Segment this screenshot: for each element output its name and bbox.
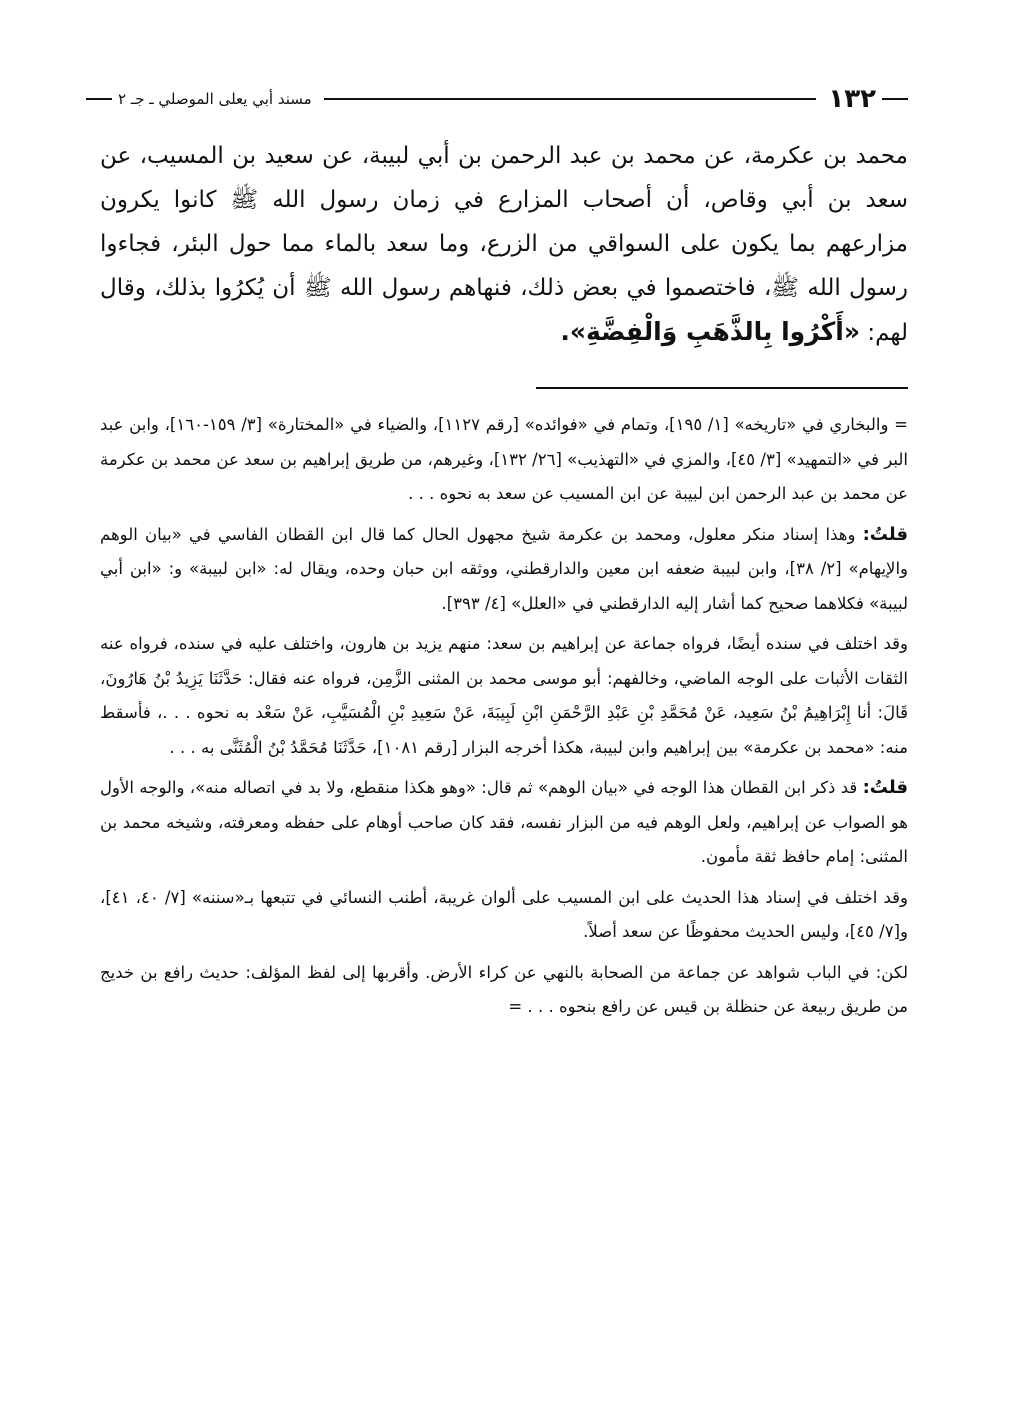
footnote-text: قد ذكر ابن القطان هذا الوجه في «بيان الوهم» ثم قال: «وهو هكذا منقطع، ولا بد في اتصاله منه»، والوجه الأول هو الصواب عن إبراهيم، ولعل الوهم فيه من البزار نفسه، فقد كان صاحب أوهام على حفظه ومعرفته، وشيخه محمد بن المثنى: إمام حافظ ثقة مأمون. (100, 778, 908, 866)
running-title: مسند أبي يعلى الموصلي ـ جـ ٢ (118, 90, 312, 108)
header-rule (324, 98, 817, 100)
page-number: ١٣٢ (828, 84, 876, 114)
footnote-paragraph: وقد اختلف في سنده أيضًا، فرواه جماعة عن إبراهيم بن سعد: منهم يزيد بن هارون، واختلف عليه في سنده، فرواه عنه الثقات الأثبات على الوجه الماضي، وخالفهم: أبو موسى محمد بن المثنى الزَّمِن، فرواه عنه فقال: حَدَّثَنَا يَزِيدُ بْنُ هَارُونَ، قَالَ: أنا إِبْرَاهِيمُ بْنُ سَعِيد، عَنْ مُحَمَّدِ بْنِ عَبْدِ الرَّحْمَنِ ابْنِ لَبِيبَةَ، عَنْ سَعِيدِ بْنِ الْمُسَيَّبِ، عَنْ سَعْد به نحوه . . .، فأسقط منه: «محمد بن عكرمة» بين إبراهيم وابن لبيبة، هكذا أخرجه البزار [رقم ١٠٨١]، حَدَّثَنَا مُحَمَّدُ بْنُ الْمُثَنَّى به . . . (100, 634, 908, 757)
hadith-text (100, 134, 908, 355)
hadith-paragraph (100, 134, 908, 355)
footnotes (100, 408, 908, 1031)
header-leading-dash (882, 98, 908, 100)
hadith-quote: «أَكْرُوا بِالذَّهَبِ وَالْفِضَّةِ». (560, 317, 861, 346)
footnote-paragraph: لكن: في الباب شواهد عن جماعة من الصحابة بالنهي عن كراء الأرض. وأقربها إلى لفظ المؤلف: حديث رافع بن خديج من طريق ربيعة عن حنظلة بن قيس عن رافع بنحوه . . . = (100, 962, 908, 1016)
footnote-paragraph: = والبخاري في «تاريخه» [١/ ١٩٥]، وتمام في «فوائده» [رقم ١١٢٧]، والضياء في «المختارة» [٣/ ١٥٩-١٦٠]، وابن عبد البر في «التمهيد» [٣/ ٤٥]، والمزي في «التهذيب» [٢٦/ ١٣٢]، وغيرهم، من طريق إبراهيم بن سعد عن محمد بن عكرمة عن محمد بن عبد الرحمن ابن لبيبة عن ابن المسيب عن سعد به نحوه . . . (100, 415, 909, 503)
footnote-divider (536, 387, 908, 389)
footnote-paragraph (100, 771, 908, 875)
footnote-paragraph (100, 518, 908, 622)
hadith-chain-and-text: محمد بن عكرمة، عن محمد بن عبد الرحمن بن أبي لبيبة، عن سعيد بن المسيب، عن سعد بن أبي وقاص، أن أصحاب المزارع في زمان رسول الله ﷺ كانوا يكرون مزارعهم بما يكون على السواقي من الزرع، وما سعد بالماء مما حول البئر، فجاءوا رسول الله ﷺ، فاختصموا في بعض ذلك، فنهاهم رسول الله ﷺ أن يُكرُوا بذلك، وقال لهم: (100, 143, 908, 346)
running-header (86, 84, 908, 114)
footnote-lead: قلتُ: (862, 523, 908, 545)
header-trailing-dash (86, 98, 112, 100)
footnote-text: وهذا إسناد منكر معلول، ومحمد بن عكرمة شيخ مجهول الحال كما قال ابن القطان الفاسي في «بيان الوهم والإيهام» [٢/ ٣٨]، وابن لبيبة ضعفه ابن معين والدارقطني، ووثقه ابن حبان وحده، ويقال له: «ابن لبيبة» و: «ابن أبي لبيبة» فكلاهما صحيح كما أشار إليه الدارقطني في «العلل» [٤/ ٣٩٣]. (100, 524, 908, 613)
footnote-paragraph: وقد اختلف في إسناد هذا الحديث على ابن المسيب على ألوان غريبة، أطنب النسائي في تتبعها بـ«سننه» [٧/ ٤٠، ٤١]، و[٧/ ٤٥]، وليس الحديث محفوظًا عن سعد أصلاً. (100, 887, 908, 941)
footnote-lead: قلتُ: (862, 777, 908, 798)
